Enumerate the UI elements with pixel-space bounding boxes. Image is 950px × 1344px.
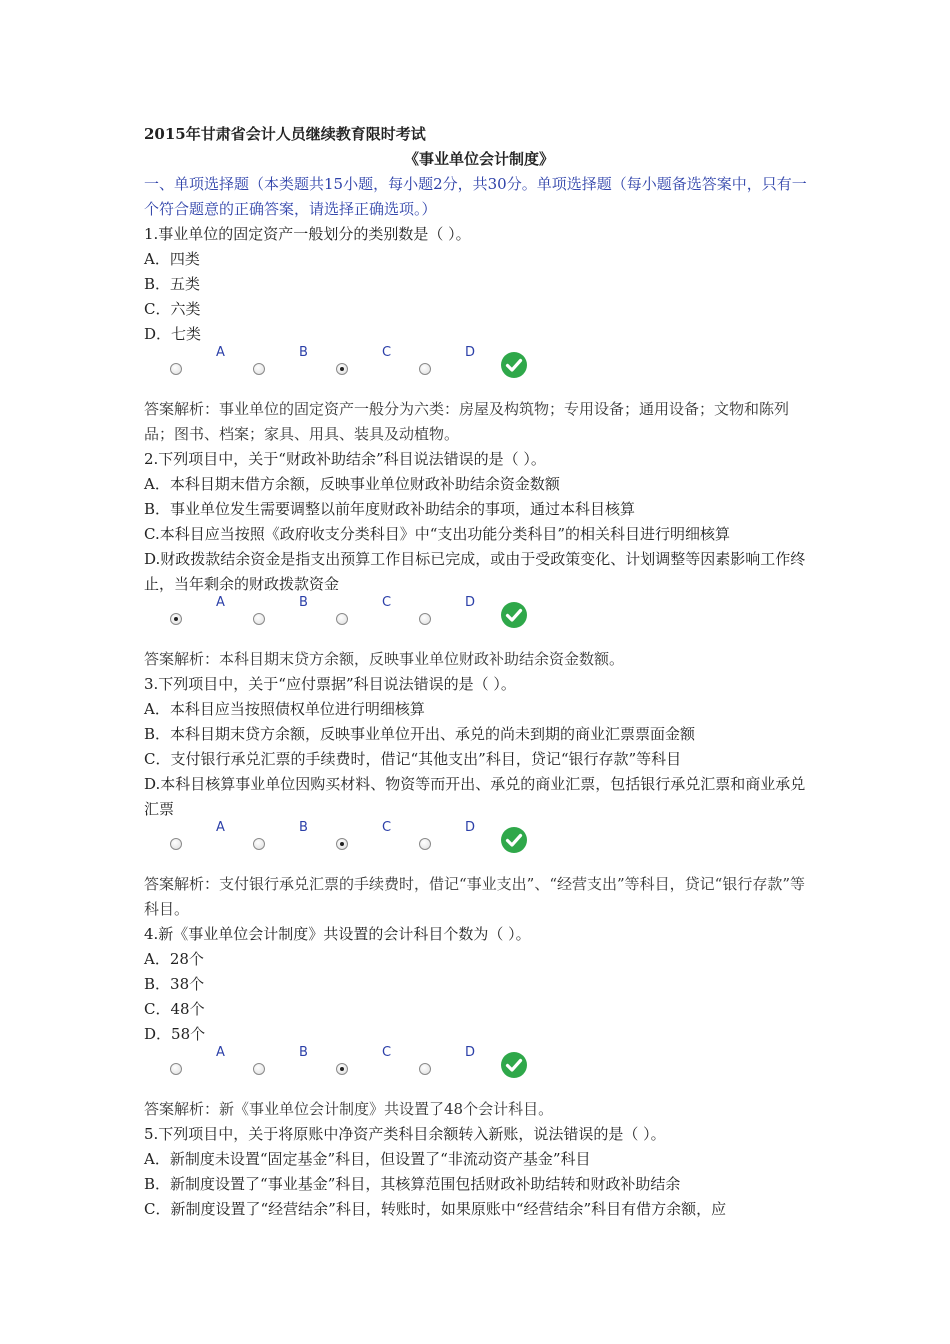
question-2 bbox=[144, 447, 814, 672]
radio-button[interactable] bbox=[336, 613, 348, 625]
radio-button[interactable] bbox=[253, 1063, 265, 1075]
option-letter: B bbox=[299, 1045, 308, 1060]
question-stem: 1.事业单位的固定资产一般划分的类别数是（ ）。 bbox=[144, 225, 471, 243]
document-title: 2015年甘肃省会计人员继续教育限时考试 bbox=[144, 125, 426, 143]
option-c: C．新制度设置了“经营结余”科目，转账时，如果原账中“经营结余”科目有借方余额，应 bbox=[144, 1200, 727, 1218]
option-d: D．58个 bbox=[144, 1025, 206, 1043]
answer-option-b[interactable] bbox=[253, 347, 313, 397]
option-letter: C bbox=[382, 345, 392, 360]
answer-explanation: 答案解析：支付银行承兑汇票的手续费时，借记“事业支出”、“经营支出”等科目，贷记“银行存款”等科目。 bbox=[144, 875, 806, 918]
option-letter: B bbox=[299, 345, 308, 360]
answer-option-c[interactable] bbox=[336, 597, 396, 647]
option-letter: A bbox=[216, 595, 225, 610]
answer-option-c[interactable] bbox=[336, 347, 396, 397]
answer-option-d[interactable] bbox=[419, 597, 479, 647]
correct-check-icon bbox=[500, 1051, 528, 1079]
radio-button[interactable] bbox=[170, 363, 182, 375]
option-letter: B bbox=[299, 595, 308, 610]
answer-option-d[interactable] bbox=[419, 822, 479, 872]
answer-row bbox=[144, 597, 814, 647]
answer-option-d[interactable] bbox=[419, 347, 479, 397]
option-b: B．本科目期末贷方余额，反映事业单位开出、承兑的尚未到期的商业汇票票面金额 bbox=[144, 725, 696, 743]
option-letter: D bbox=[465, 595, 476, 610]
question-1 bbox=[144, 222, 814, 447]
correct-check-icon bbox=[500, 351, 528, 379]
option-b: B．38个 bbox=[144, 975, 205, 993]
answer-option-b[interactable] bbox=[253, 822, 313, 872]
radio-button[interactable] bbox=[336, 838, 348, 850]
answer-option-c[interactable] bbox=[336, 1047, 396, 1097]
option-letter: D bbox=[465, 1045, 476, 1060]
option-letter: A bbox=[216, 345, 225, 360]
radio-button[interactable] bbox=[170, 1063, 182, 1075]
question-stem: 5.下列项目中，关于将原账中净资产类科目余额转入新账，说法错误的是（ ）。 bbox=[144, 1125, 666, 1143]
answer-option-a[interactable] bbox=[170, 347, 230, 397]
option-letter: C bbox=[382, 820, 392, 835]
question-4 bbox=[144, 922, 814, 1122]
option-a: A．本科目应当按照债权单位进行明细核算 bbox=[144, 700, 425, 718]
question-stem: 3.下列项目中，关于“应付票据”科目说法错误的是（ ）。 bbox=[144, 675, 516, 693]
option-a: A．28个 bbox=[144, 950, 204, 968]
document-subtitle: 《事业单位会计制度》 bbox=[403, 150, 554, 168]
answer-option-a[interactable] bbox=[170, 822, 230, 872]
answer-option-b[interactable] bbox=[253, 597, 313, 647]
answer-row bbox=[144, 1047, 814, 1097]
radio-button[interactable] bbox=[253, 363, 265, 375]
option-c: C．支付银行承兑汇票的手续费时，借记“其他支出”科目，贷记“银行存款”等科目 bbox=[144, 750, 682, 768]
radio-button[interactable] bbox=[419, 838, 431, 850]
answer-explanation: 答案解析：事业单位的固定资产一般分为六类：房屋及构筑物；专用设备；通用设备；文物和陈列品；图书、档案；家具、用具、装具及动植物。 bbox=[144, 400, 790, 443]
radio-button[interactable] bbox=[170, 838, 182, 850]
option-d: D.财政拨款结余资金是指支出预算工作目标已完成，或由于受政策变化、计划调整等因素影响工作终止，当年剩余的财政拨款资金 bbox=[144, 550, 806, 593]
radio-button[interactable] bbox=[336, 1063, 348, 1075]
option-letter: D bbox=[465, 820, 476, 835]
option-letter: C bbox=[382, 1045, 392, 1060]
document-page bbox=[144, 122, 814, 1222]
option-b: B．新制度设置了“事业基金”科目，其核算范围包括财政补助结转和财政补助结余 bbox=[144, 1175, 681, 1193]
radio-button[interactable] bbox=[419, 1063, 431, 1075]
answer-row bbox=[144, 347, 814, 397]
option-d: D.本科目核算事业单位因购买材料、物资等而开出、承兑的商业汇票，包括银行承兑汇票和商业承兑汇票 bbox=[144, 775, 806, 818]
question-stem: 4.新《事业单位会计制度》共设置的会计科目个数为（ ）。 bbox=[144, 925, 531, 943]
radio-button[interactable] bbox=[253, 838, 265, 850]
option-letter: C bbox=[382, 595, 392, 610]
option-a: A．本科目期末借方余额，反映事业单位财政补助结余资金数额 bbox=[144, 475, 560, 493]
option-letter: B bbox=[299, 820, 308, 835]
question-5 bbox=[144, 1122, 814, 1222]
question-3 bbox=[144, 672, 814, 922]
radio-button[interactable] bbox=[253, 613, 265, 625]
answer-option-c[interactable] bbox=[336, 822, 396, 872]
correct-check-icon bbox=[500, 601, 528, 629]
answer-option-d[interactable] bbox=[419, 1047, 479, 1097]
option-letter: A bbox=[216, 1045, 225, 1060]
correct-check-icon bbox=[500, 826, 528, 854]
answer-option-a[interactable] bbox=[170, 1047, 230, 1097]
question-stem: 2.下列项目中，关于“财政补助结余”科目说法错误的是（ ）。 bbox=[144, 450, 546, 468]
answer-option-b[interactable] bbox=[253, 1047, 313, 1097]
option-b: B．事业单位发生需要调整以前年度财政补助结余的事项，通过本科目核算 bbox=[144, 500, 636, 518]
option-d: D．七类 bbox=[144, 325, 202, 343]
option-c: C.本科目应当按照《政府收支分类科目》中“支出功能分类科目”的相关科目进行明细核算 bbox=[144, 525, 731, 543]
option-b: B．五类 bbox=[144, 275, 201, 293]
answer-option-a[interactable] bbox=[170, 597, 230, 647]
option-a: A．新制度未设置“固定基金”科目，但设置了“非流动资产基金”科目 bbox=[144, 1150, 591, 1168]
section-heading: 一、单项选择题（本类题共15小题，每小题2分，共30分。单项选择题（每小题备选答案中，只有一个符合题意的正确答案，请选择正确选项。） bbox=[144, 175, 807, 218]
option-c: C．48个 bbox=[144, 1000, 205, 1018]
option-a: A．四类 bbox=[144, 250, 200, 268]
radio-button[interactable] bbox=[419, 363, 431, 375]
radio-button[interactable] bbox=[419, 613, 431, 625]
answer-explanation: 答案解析：新《事业单位会计制度》共设置了48个会计科目。 bbox=[144, 1100, 554, 1118]
option-c: C．六类 bbox=[144, 300, 201, 318]
radio-button[interactable] bbox=[170, 613, 182, 625]
answer-row bbox=[144, 822, 814, 872]
option-letter: D bbox=[465, 345, 476, 360]
answer-explanation: 答案解析：本科目期末贷方余额，反映事业单位财政补助结余资金数额。 bbox=[144, 650, 625, 668]
option-letter: A bbox=[216, 820, 225, 835]
radio-button[interactable] bbox=[336, 363, 348, 375]
